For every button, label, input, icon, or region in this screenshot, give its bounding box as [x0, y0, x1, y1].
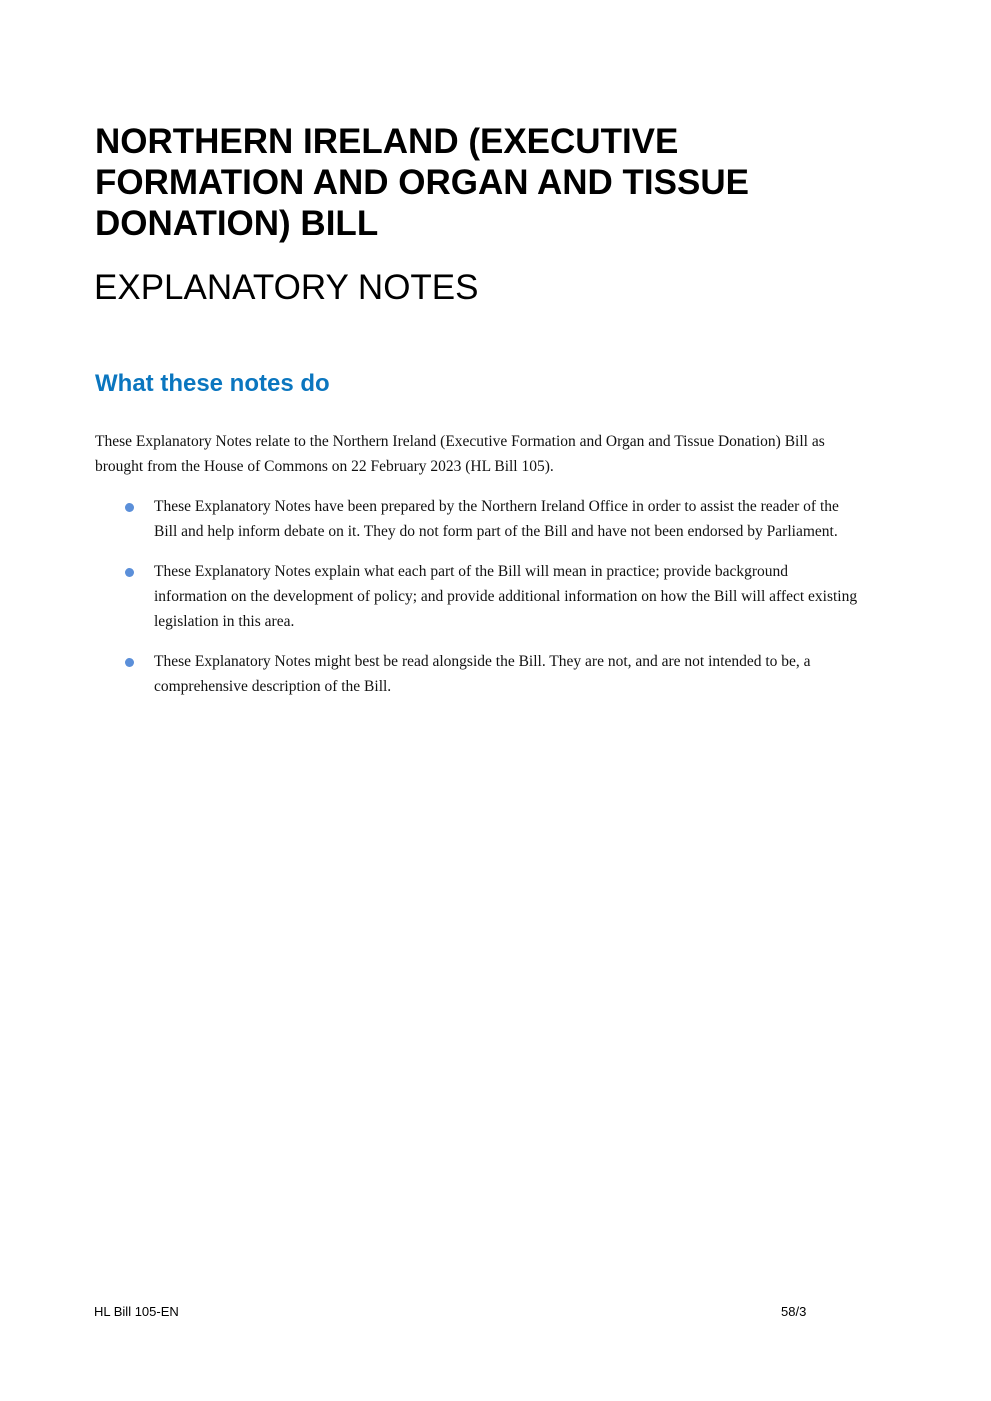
bullet-icon — [125, 568, 134, 577]
list-item — [95, 494, 865, 544]
bill-title: NORTHERN IRELAND (EXECUTIVE FORMATION AND ORGAN AND TISSUE DONATION) BILL — [95, 122, 749, 243]
document-subtitle: EXPLANATORY NOTES — [94, 268, 479, 307]
footer-page-code: 58/3 — [781, 1304, 807, 1319]
bullet-icon — [125, 503, 134, 512]
list-item-text: These Explanatory Notes explain what each part of the Bill will mean in practice; provide background information on the development of policy; and provide additional information on how the Bill will affect existing legislation in this area. — [154, 563, 858, 630]
list-item — [95, 649, 865, 699]
intro-paragraph: These Explanatory Notes relate to the Northern Ireland (Executive Formation and Organ and Tissue Donation) Bill as brought from the House of Commons on 22 February 2023 (HL Bill 105). — [95, 433, 825, 475]
list-item-text: These Explanatory Notes have been prepared by the Northern Ireland Office in order to assist the reader of the Bill and help inform debate on it. They do not form part of the Bill and have not been endorsed by Parliament. — [154, 498, 839, 540]
list-item-text: These Explanatory Notes might best be read alongside the Bill. They are not, and are not intended to be, a comprehensive description of the Bill. — [154, 653, 811, 695]
bullet-list — [95, 494, 865, 714]
footer-bill-reference: HL Bill 105-EN — [94, 1304, 179, 1319]
list-item — [95, 559, 865, 634]
bullet-icon — [125, 658, 134, 667]
section-heading: What these notes do — [95, 370, 330, 397]
